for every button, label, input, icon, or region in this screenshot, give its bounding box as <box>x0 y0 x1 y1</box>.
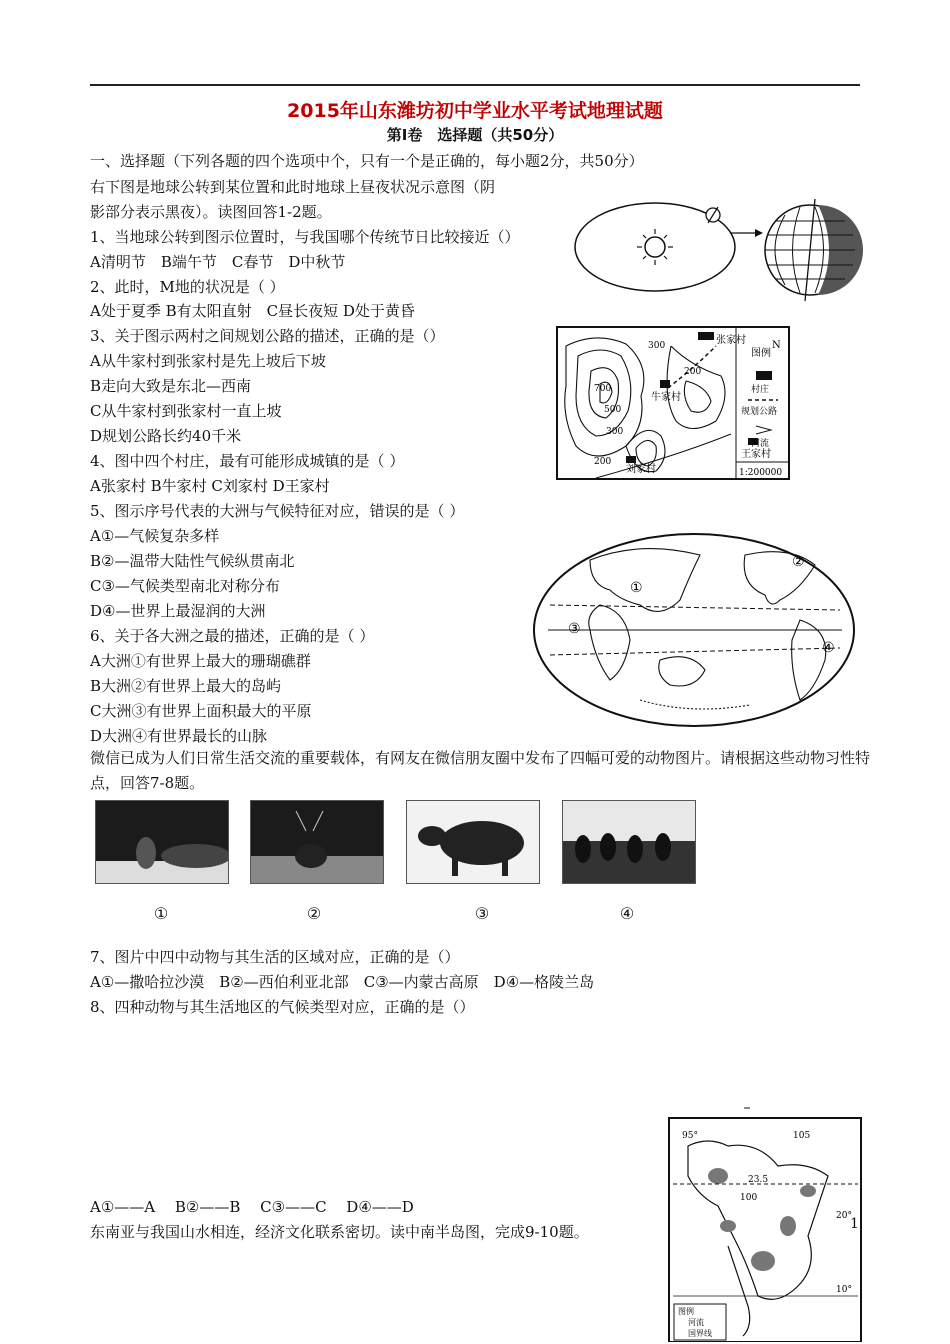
text-line: D大洲④有世界最长的山脉 <box>90 727 268 745</box>
coord-label: 23.5 <box>748 1175 769 1185</box>
map-scale: 1:200000 <box>739 468 783 478</box>
legend-village: 村庄 <box>751 385 770 395</box>
globe-icon <box>765 199 863 301</box>
text-line: A大洲①有世界上最大的珊瑚礁群 <box>90 652 311 670</box>
contour-map <box>556 326 790 480</box>
text-line: A从牛家村到张家村是先上坡后下坡 <box>90 352 326 370</box>
text-line: 4、图中四个村庄，最有可能形成城镇的是（ ） <box>90 452 405 470</box>
continent-label-2: ② <box>792 554 805 570</box>
header-rule <box>90 84 860 86</box>
text-line: C大洲③有世界上面积最大的平原 <box>90 702 312 720</box>
text-line: C③—气候类型南北对称分布 <box>90 577 280 595</box>
continent-label-4: ④ <box>822 640 835 656</box>
text-line: 6、关于各大洲之最的描述，正确的是（ ） <box>90 627 375 645</box>
village-marker <box>626 456 636 463</box>
north-label: N <box>772 340 781 351</box>
legend-road: 规划公路 <box>741 407 778 417</box>
contour-label: 500 <box>604 405 622 415</box>
question-8-options: A①——A B②——B C③——C D④——D <box>90 1198 414 1216</box>
contour-label: 300 <box>606 427 624 437</box>
page-number: 1 <box>850 1216 859 1232</box>
text-line: D规划公路长约40千米 <box>90 427 242 445</box>
coord-label: 10° <box>836 1285 852 1295</box>
contour-label: 300 <box>648 341 666 351</box>
coord-label: 100 <box>740 1193 758 1203</box>
continent-label-3: ③ <box>568 621 581 637</box>
village-marker <box>660 380 670 388</box>
animal-photo-reindeer <box>250 800 384 884</box>
continent-label-1: ① <box>630 580 643 596</box>
label-wangjia: 王家村 <box>741 449 771 460</box>
text-line: 影部分表示黑夜）。读图回答1-2题。 <box>90 203 332 221</box>
text-line: D④—世界上最湿润的大洲 <box>90 602 266 620</box>
legend-title: 图例 <box>678 1307 694 1316</box>
text-line: A清明节 B端午节 C春节 D中秋节 <box>90 253 346 271</box>
photo-label: ④ <box>619 904 635 923</box>
text-line: B②—温带大陆性气候纵贯南北 <box>90 552 295 570</box>
wechat-paragraph: 微信已成为人们日常生活交流的重要载体，有网友在微信朋友圈中发布了四幅可爱的动物图片。请根据这些动物习性特点，回答7-8题。 <box>90 749 871 792</box>
text-line: 一、选择题（下列各题的四个选项中个，只有一个是正确的，每小题2分，共50分） <box>90 152 644 170</box>
photo-label: ① <box>153 904 169 923</box>
animal-photo-yak <box>406 800 540 884</box>
animal-photo-penguins <box>562 800 696 884</box>
world-map <box>530 530 860 730</box>
legend-river: 河流 <box>688 1318 704 1327</box>
label-niujia: 牛家村 <box>651 392 681 403</box>
contour-label: 700 <box>594 384 612 394</box>
photo-label: ③ <box>474 904 490 923</box>
legend-title: 图例 <box>751 348 771 359</box>
indochina-map <box>668 1106 862 1342</box>
text-line: 右下图是地球公转到某位置和此时地球上昼夜状况示意图（阴 <box>90 178 496 196</box>
text-line: A处于夏季 B有太阳直射 C昼长夜短 D处于黄昏 <box>90 302 415 320</box>
coord-label: 20° <box>836 1211 852 1221</box>
contour-label: 200 <box>594 457 612 467</box>
text-line: A张家村 B牛家村 C刘家村 D王家村 <box>90 477 330 495</box>
coord-label: 95° <box>682 1131 698 1141</box>
text-line: 2、此时，M地的状况是（ ） <box>90 278 285 296</box>
text-line: C从牛家村到张家村一直上坡 <box>90 402 282 420</box>
village-marker <box>698 332 714 340</box>
text-line: 5、图示序号代表的大洲与气候特征对应，错误的是（ ） <box>90 502 465 520</box>
orbit-figure <box>570 195 870 310</box>
animal-photo-kangaroo <box>95 800 229 884</box>
contour-label: 200 <box>684 367 702 377</box>
sun-rays-icon <box>637 229 673 265</box>
label-liujia: 刘家村 <box>626 464 656 475</box>
arrow-icon <box>755 229 763 237</box>
legend-river: 河流 <box>751 439 770 449</box>
page-title: 2015年山东潍坊初中学业水平考试地理试题 <box>287 100 663 122</box>
question-7: 7、图片中四中动物与其生活的区域对应，正确的是（） <box>90 948 460 966</box>
question-7-options: A①—撒哈拉沙漠 B②—西伯利亚北部 C③—内蒙古高原 D④—格陵兰岛 <box>90 973 595 991</box>
coord-label: 105 <box>793 1131 811 1141</box>
label-zhangjia: 张家村 <box>716 335 746 346</box>
text-line: 3、关于图示两村之间规划公路的描述，正确的是（） <box>90 327 445 345</box>
photo-label: ② <box>306 904 322 923</box>
legend-border: 国界线 <box>688 1329 712 1338</box>
text-line: 1、当地球公转到图示位置时，与我国哪个传统节日比较接近（） <box>90 228 520 246</box>
legend-village-icon <box>756 371 772 380</box>
text-line: A①—气候复杂多样 <box>90 527 220 545</box>
text-line: B大洲②有世界上最大的岛屿 <box>90 677 282 695</box>
section-subtitle: 第Ⅰ卷 选择题（共50分） <box>386 126 564 144</box>
question-9-intro: 东南亚与我国山水相连，经济文化联系密切。读中南半岛图，完成9-10题。 <box>90 1223 589 1241</box>
sun-icon <box>645 237 665 257</box>
text-line: B走向大致是东北—西南 <box>90 377 252 395</box>
question-8: 8、四种动物与其生活地区的气候类型对应，正确的是（） <box>90 998 475 1016</box>
